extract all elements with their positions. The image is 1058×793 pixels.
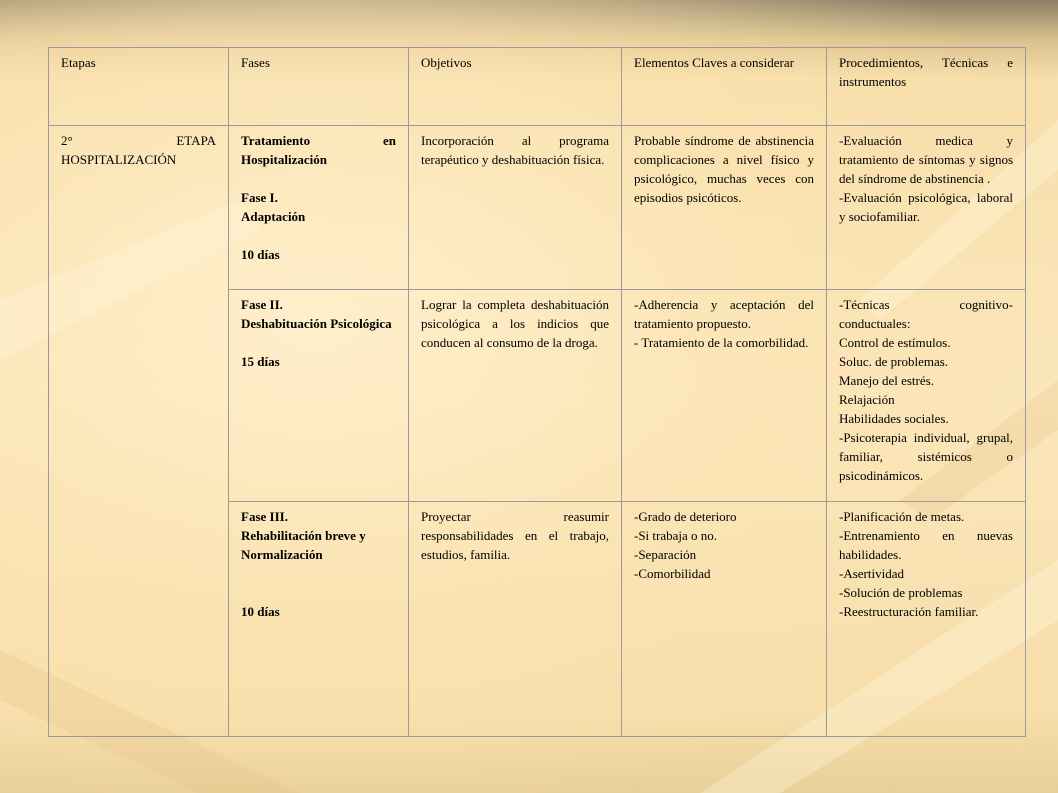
fase-sub: Rehabilitación breve y Normalización — [241, 528, 366, 562]
fase-cell — [229, 126, 409, 290]
elemento-item: Probable síndrome de abstinencia complicaciones a nivel físico y psicológico, muchas veces con episodios psicóticos. — [634, 133, 814, 205]
procedimiento-item: -Evaluación psicológica, laboral y sociofamiliar. — [839, 190, 1013, 224]
fase-cell — [229, 502, 409, 737]
stage-cell: 2° ETAPA HOSPITALIZACIÓN — [49, 126, 229, 737]
procedimiento-item: Soluc. de problemas. — [839, 354, 949, 369]
elemento-item: -Si trabaja o no. — [634, 528, 718, 543]
procedimiento-item: -Solución de problemas — [839, 585, 963, 600]
procedimiento-item: -Entrenamiento en nuevas habilidades. — [839, 528, 1013, 562]
procedimientos-cell — [827, 126, 1026, 290]
header-row — [49, 48, 1026, 126]
elementos-cell — [622, 502, 827, 737]
elemento-item: -Grado de deterioro — [634, 509, 737, 524]
elemento-item: -Comorbilidad — [634, 566, 711, 581]
elemento-item: -Separación — [634, 547, 697, 562]
objetivo-cell: Incorporación al programa terapéutico y deshabituación física. — [409, 126, 622, 290]
fase-duration: 10 días — [241, 604, 280, 619]
objetivo-cell: Lograr la completa deshabituación psicológica a los indicios que conducen al consumo de la droga. — [409, 290, 622, 502]
procedimiento-item: Habilidades sociales. — [839, 411, 949, 426]
fase-sub: Adaptación — [241, 209, 306, 224]
procedimiento-item: Control de estímulos. — [839, 335, 951, 350]
elemento-item: - Tratamiento de la comorbilidad. — [634, 335, 809, 350]
procedimiento-item: Relajación — [839, 392, 895, 407]
fase-cell — [229, 290, 409, 502]
fase-name: Fase II. — [241, 297, 283, 312]
procedimientos-cell — [827, 290, 1026, 502]
procedimiento-item: -Evaluación medica y tratamiento de síntomas y signos del síndrome de abstinencia . — [839, 133, 1013, 186]
fase-name: Fase III. — [241, 509, 288, 524]
objetivo-cell: Proyectar reasumir responsabilidades en el trabajo, estudios, familia. — [409, 502, 622, 737]
procedimientos-cell — [827, 502, 1026, 737]
procedimiento-item: -Asertividad — [839, 566, 904, 581]
procedimiento-item: -Técnicas cognitivo-conductuales: — [839, 297, 1013, 331]
procedimiento-item: -Planificación de metas. — [839, 509, 965, 524]
header-procedimientos: Procedimientos, Técnicas e instrumentos — [827, 48, 1026, 126]
header-objetivos: Objetivos — [409, 48, 622, 126]
elementos-cell — [622, 290, 827, 502]
header-etapas: Etapas — [49, 48, 229, 126]
fase-sub: Deshabituación Psicológica — [241, 316, 392, 331]
header-elementos: Elementos Claves a considerar — [622, 48, 827, 126]
fase-duration: 15 días — [241, 354, 280, 369]
elementos-cell — [622, 126, 827, 290]
header-fases: Fases — [229, 48, 409, 126]
fase-title: Tratamiento en Hospitalización — [241, 133, 396, 167]
treatment-plan-table — [48, 47, 1026, 737]
procedimiento-item: Manejo del estrés. — [839, 373, 934, 388]
procedimiento-item: -Reestructuración familiar. — [839, 604, 979, 619]
procedimiento-item: -Psicoterapia individual, grupal, familiar, sistémicos o psicodinámicos. — [839, 430, 1013, 483]
elemento-item: -Adherencia y aceptación del tratamiento propuesto. — [634, 297, 814, 331]
table-row — [49, 126, 1026, 290]
fase-name: Fase I. — [241, 190, 278, 205]
fase-duration: 10 días — [241, 247, 280, 262]
